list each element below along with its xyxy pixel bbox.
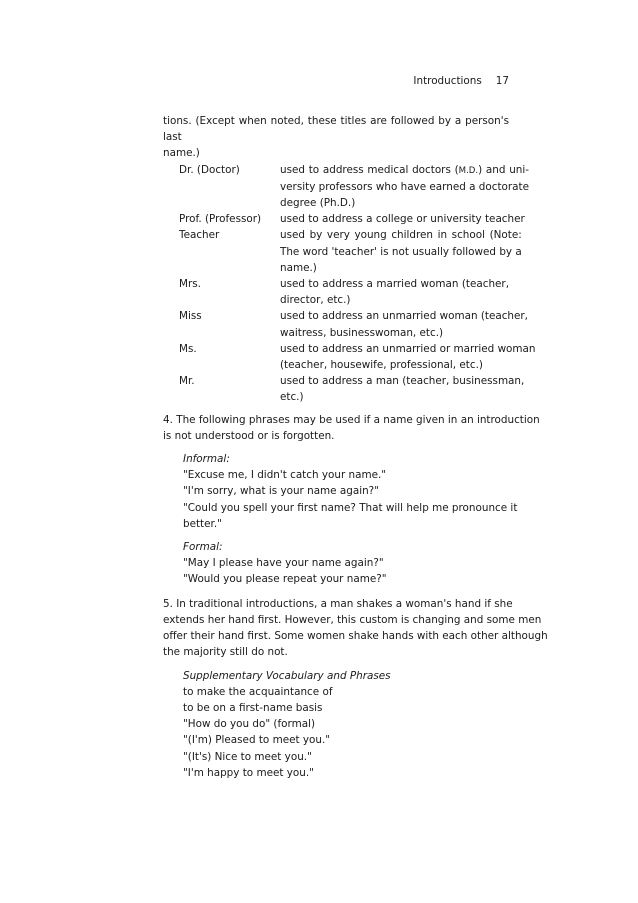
paragraph-line: extends her hand first. However, this custom is changing and some men	[163, 613, 542, 626]
point-4-paragraph	[163, 412, 540, 444]
title-row-miss	[163, 308, 528, 340]
title-row-teacher	[163, 227, 522, 276]
title-term: Prof. (Professor)	[179, 213, 262, 226]
title-definition	[280, 373, 524, 405]
title-term: Dr. (Doctor)	[179, 163, 240, 176]
definition-line: versity professors who have earned a doctorate	[280, 180, 529, 193]
formal-examples	[163, 539, 509, 588]
section-title: Introductions	[413, 75, 482, 87]
intro-line: name.)	[163, 147, 200, 160]
title-term: Ms.	[179, 342, 197, 355]
definition-line: director, etc.)	[280, 294, 351, 307]
intro-line: tions. (Except when noted, these titles are followed by a person's last	[163, 115, 509, 144]
example-phrase: "Could you spell your first name? That will help me pronounce it	[183, 501, 518, 514]
paragraph-line: 5. In traditional introductions, a man shakes a woman's hand if she	[163, 597, 513, 610]
definition-line: The word 'teacher' is not usually followed by a	[280, 245, 522, 258]
formal-label: Formal:	[183, 541, 223, 554]
definition-line: degree (Ph.D.)	[280, 197, 356, 210]
vocabulary-item: "How do you do" (formal)	[183, 718, 316, 731]
title-row-mr	[163, 373, 525, 405]
title-term: Mrs.	[179, 278, 201, 291]
definition-line: used to address an unmarried or married woman	[280, 342, 536, 355]
definition-line: used to address a college or university teacher	[280, 213, 525, 226]
definition-line: used by very young children in school (Note:	[280, 229, 522, 242]
title-row-doctor	[163, 162, 530, 212]
vocabulary-item: to be on a first-name basis	[183, 701, 323, 714]
definition-line: name.)	[280, 261, 317, 274]
example-phrase: "May I please have your name again?"	[183, 557, 384, 570]
definition-line: used to address an unmarried woman (teacher,	[280, 310, 528, 323]
titles-list	[163, 162, 536, 406]
example-phrase: "I'm sorry, what is your name again?"	[183, 485, 379, 498]
title-row-professor	[163, 211, 525, 227]
paragraph-line: is not understood or is forgotten.	[163, 429, 335, 442]
definition-line: used to address a man (teacher, businessman,	[280, 375, 525, 388]
page-content	[163, 113, 548, 781]
vocabulary-item: "(I'm) Pleased to meet you."	[183, 734, 331, 747]
paragraph-line: the majority still do not.	[163, 646, 288, 659]
vocabulary-item: "(It's) Nice to meet you."	[183, 750, 312, 763]
supplementary-vocabulary	[163, 668, 509, 781]
definition-line: (teacher, housewife, professional, etc.)	[280, 359, 483, 372]
example-phrase: "Excuse me, I didn't catch your name."	[183, 469, 387, 482]
title-definition	[280, 341, 536, 373]
supplementary-label: Supplementary Vocabulary and Phrases	[183, 669, 391, 682]
title-row-ms	[163, 341, 536, 373]
example-phrase: better."	[183, 517, 222, 530]
definition-line: etc.)	[280, 391, 304, 404]
title-definition	[280, 276, 509, 308]
vocabulary-item: to make the acquaintance of	[183, 685, 333, 698]
title-definition	[280, 211, 525, 227]
definition-line: waitress, businesswoman, etc.)	[280, 326, 444, 339]
paragraph-line: offer their hand first. Some women shake hands with each other although	[163, 630, 548, 643]
point-5-paragraph	[163, 596, 548, 661]
title-definition	[280, 162, 529, 212]
title-row-mrs	[163, 276, 509, 308]
title-definition	[280, 227, 522, 276]
definition-line: used to address medical doctors (M.D.) and uni-	[280, 163, 530, 176]
running-header	[413, 75, 509, 87]
vocabulary-item: "I'm happy to meet you."	[183, 766, 314, 779]
title-definition	[280, 308, 528, 340]
title-term: Mr.	[179, 375, 195, 388]
title-term: Miss	[179, 310, 202, 323]
page-number: 17	[495, 75, 509, 87]
definition-line: used to address a married woman (teacher,	[280, 278, 509, 291]
paragraph-line: 4. The following phrases may be used if a name given in an introduction	[163, 413, 540, 426]
example-phrase: "Would you please repeat your name?"	[183, 573, 387, 586]
informal-label: Informal:	[183, 453, 230, 466]
title-term: Teacher	[179, 229, 220, 242]
informal-examples	[163, 451, 518, 532]
